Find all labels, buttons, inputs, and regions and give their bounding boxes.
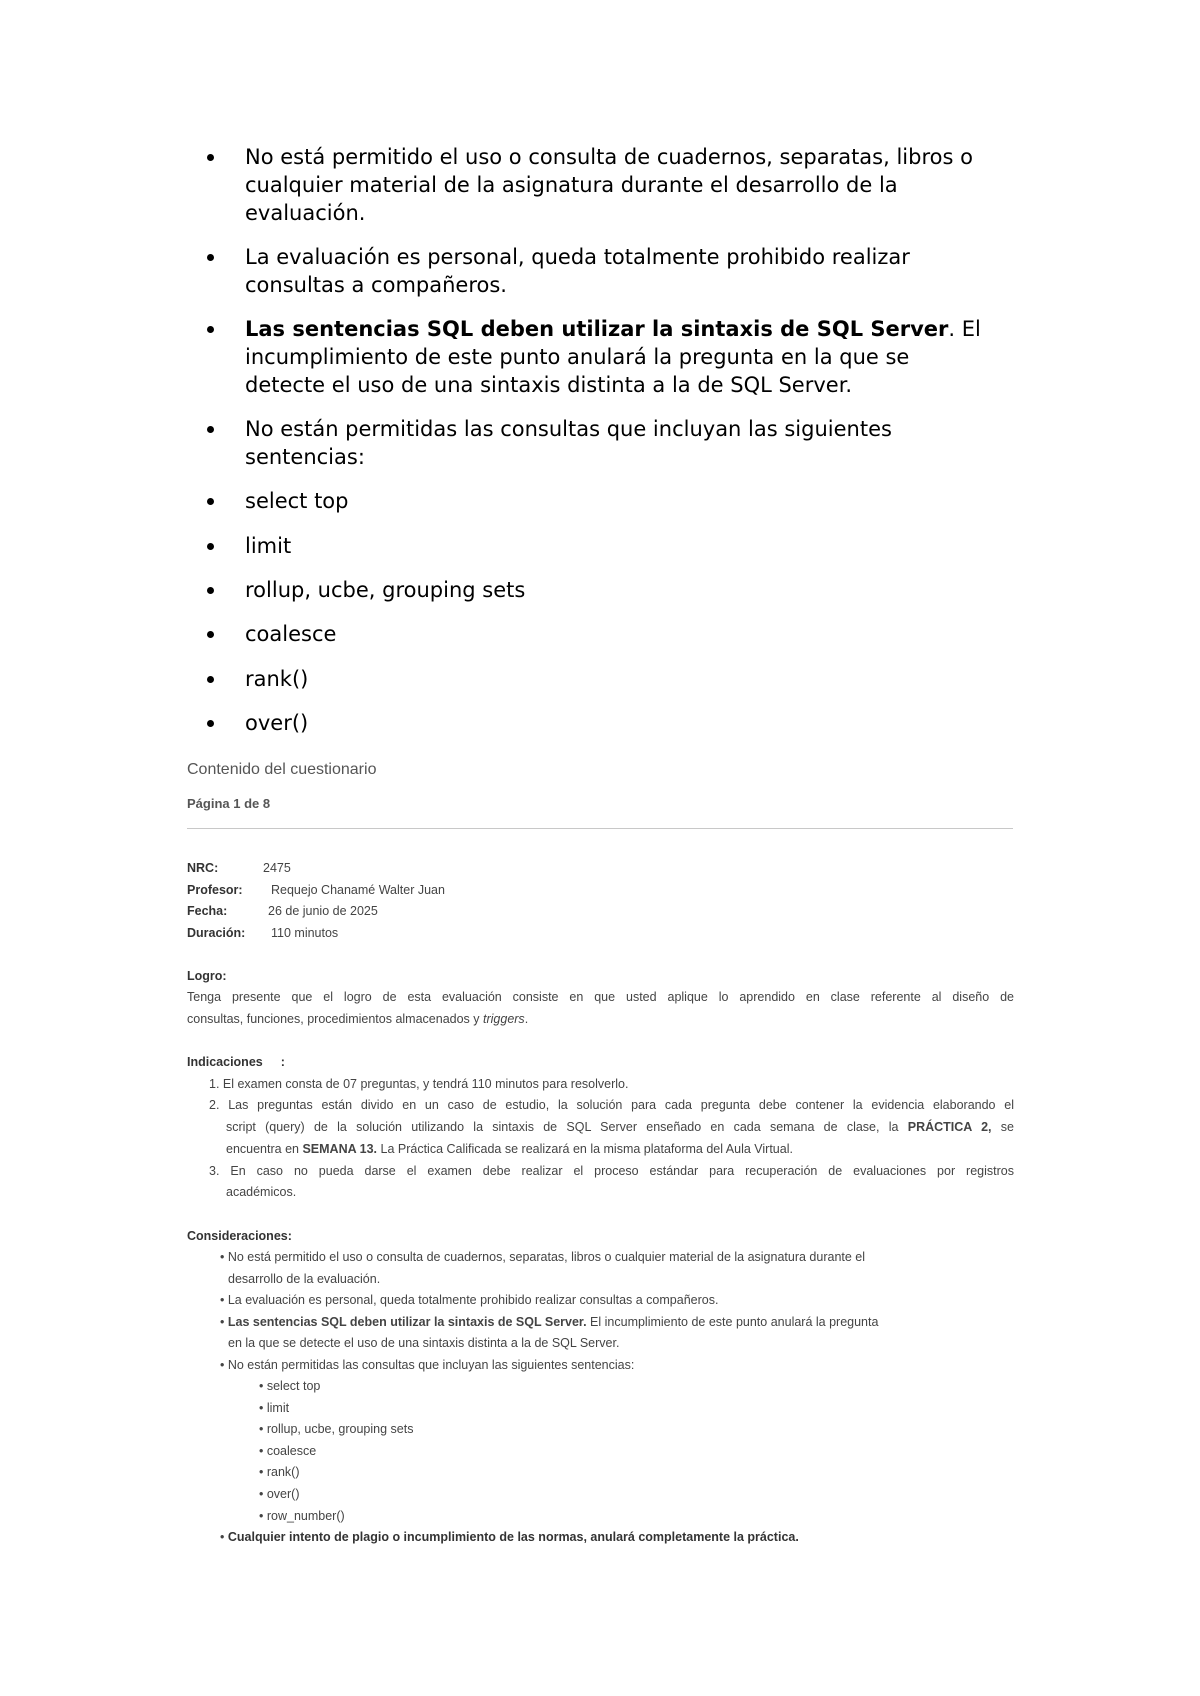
profesor-value: Requejo Chanamé Walter Juan xyxy=(271,883,445,897)
bullet-line: cualquier material de la asignatura durante el desarrollo de la xyxy=(245,173,898,197)
bullet-line: No está permitido el uso o consulta de cuadernos, separatas, libros o xyxy=(245,145,973,169)
consideracion-item: • Las sentencias SQL deben utilizar la sintaxis de SQL Server. El incumplimiento de este punto anulará la pregunta xyxy=(220,1315,879,1329)
bullet-line: La evaluación es personal, queda totalmente prohibido realizar xyxy=(245,245,910,269)
bullet-line: incumplimiento de este punto anulará la pregunta en la que se xyxy=(245,345,910,369)
bullet-dot xyxy=(207,498,214,505)
bullet-line: rank() xyxy=(245,667,309,691)
logro-text-line: consultas, funciones, procedimientos almacenados y triggers. xyxy=(187,1012,529,1026)
sentencia-item: • rank() xyxy=(259,1465,300,1479)
bullet-dot xyxy=(207,426,214,433)
bullet-line: sentencias: xyxy=(245,445,365,469)
sentencia-item: • limit xyxy=(259,1401,290,1415)
bullet-dot xyxy=(207,543,214,550)
bullet-line: over() xyxy=(245,711,309,735)
consideracion-item: • No está permitido el uso o consulta de cuadernos, separatas, libros o cualquier material de la asignatura durante el xyxy=(220,1250,866,1264)
bold-text: Las sentencias SQL deben utilizar la sintaxis de SQL Server xyxy=(245,317,949,341)
bullet-line: rollup, ucbe, grouping sets xyxy=(245,578,526,602)
fecha-value: 26 de junio de 2025 xyxy=(268,904,378,918)
bullet-dot xyxy=(207,631,214,638)
consideracion-item: • La evaluación es personal, queda totalmente prohibido realizar consultas a compañeros. xyxy=(220,1293,719,1307)
bullet-line: select top xyxy=(245,489,349,513)
consideracion-item: • No están permitidas las consultas que incluyan las siguientes sentencias: xyxy=(220,1358,635,1372)
divider xyxy=(187,828,1013,829)
page-indicator: Página 1 de 8 xyxy=(187,796,271,811)
bullet-line: Las sentencias SQL deben utilizar la sintaxis de SQL Server. El xyxy=(245,317,981,341)
duracion-label: Duración: xyxy=(187,926,246,940)
logro-heading: Logro: xyxy=(187,969,227,983)
indicacion-item: 3. En caso no pueda darse el examen debe realizar el proceso estándar para recuperación de evaluaciones por registros xyxy=(209,1164,1014,1178)
bullet-line: evaluación. xyxy=(245,201,366,225)
profesor-label: Profesor: xyxy=(187,883,243,897)
bullet-dot xyxy=(207,154,214,161)
quiz-title: Contenido del cuestionario xyxy=(187,761,377,778)
sentencia-item: • rollup, ucbe, grouping sets xyxy=(259,1422,414,1436)
consideraciones-heading: Consideraciones: xyxy=(187,1229,292,1243)
bullet-line: consultas a compañeros. xyxy=(245,273,507,297)
bullet-line: detecte el uso de una sintaxis distinta a la de SQL Server. xyxy=(245,373,853,397)
fecha-label: Fecha: xyxy=(187,904,228,918)
bullet-dot xyxy=(207,676,214,683)
indicaciones-heading: Indicaciones : xyxy=(187,1055,285,1069)
indicacion-item-line: académicos. xyxy=(226,1185,297,1199)
duracion-value: 110 minutos xyxy=(271,926,339,940)
bullet-line: No están permitidas las consultas que incluyan las siguientes xyxy=(245,417,892,441)
bullet-line: limit xyxy=(245,534,292,558)
bullet-dot xyxy=(207,326,214,333)
logro-text-line: Tenga presente que el logro de esta evaluación consiste en que usted aplique lo aprendido en clase referente al diseño de xyxy=(187,990,1014,1004)
consideracion-item-line: en la que se detecte el uso de una sintaxis distinta a la de SQL Server. xyxy=(228,1336,620,1350)
bullet-dot xyxy=(207,254,214,261)
sentencia-item: • over() xyxy=(259,1487,300,1501)
bullet-line: coalesce xyxy=(245,622,337,646)
sentencia-item: • row_number() xyxy=(259,1509,345,1523)
nrc-value: 2475 xyxy=(263,861,291,875)
sentencia-item: • select top xyxy=(259,1379,321,1393)
bullet-dot xyxy=(207,587,214,594)
consideracion-item: • Cualquier intento de plagio o incumplimiento de las normas, anulará completamente la práctica. xyxy=(220,1530,799,1544)
indicacion-item-line: script (query) de la solución utilizando la sintaxis de SQL Server enseñado en cada semana de clase, la PRÁCTICA 2, se xyxy=(226,1120,1015,1134)
bullet-dot xyxy=(207,720,214,727)
indicacion-item: 2. Las preguntas están divido en un caso de estudio, la solución para cada pregunta debe contener la evidencia elaborando el xyxy=(209,1098,1014,1112)
sentencia-item: • coalesce xyxy=(259,1444,317,1458)
indicacion-item: 1. El examen consta de 07 preguntas, y tendrá 110 minutos para resolverlo. xyxy=(209,1077,629,1091)
indicacion-item-line: encuentra en SEMANA 13. La Práctica Calificada se realizará en la misma plataforma del Aula Virtual. xyxy=(226,1142,793,1156)
consideracion-item-line: desarrollo de la evaluación. xyxy=(228,1272,381,1286)
nrc-label: NRC: xyxy=(187,861,219,875)
